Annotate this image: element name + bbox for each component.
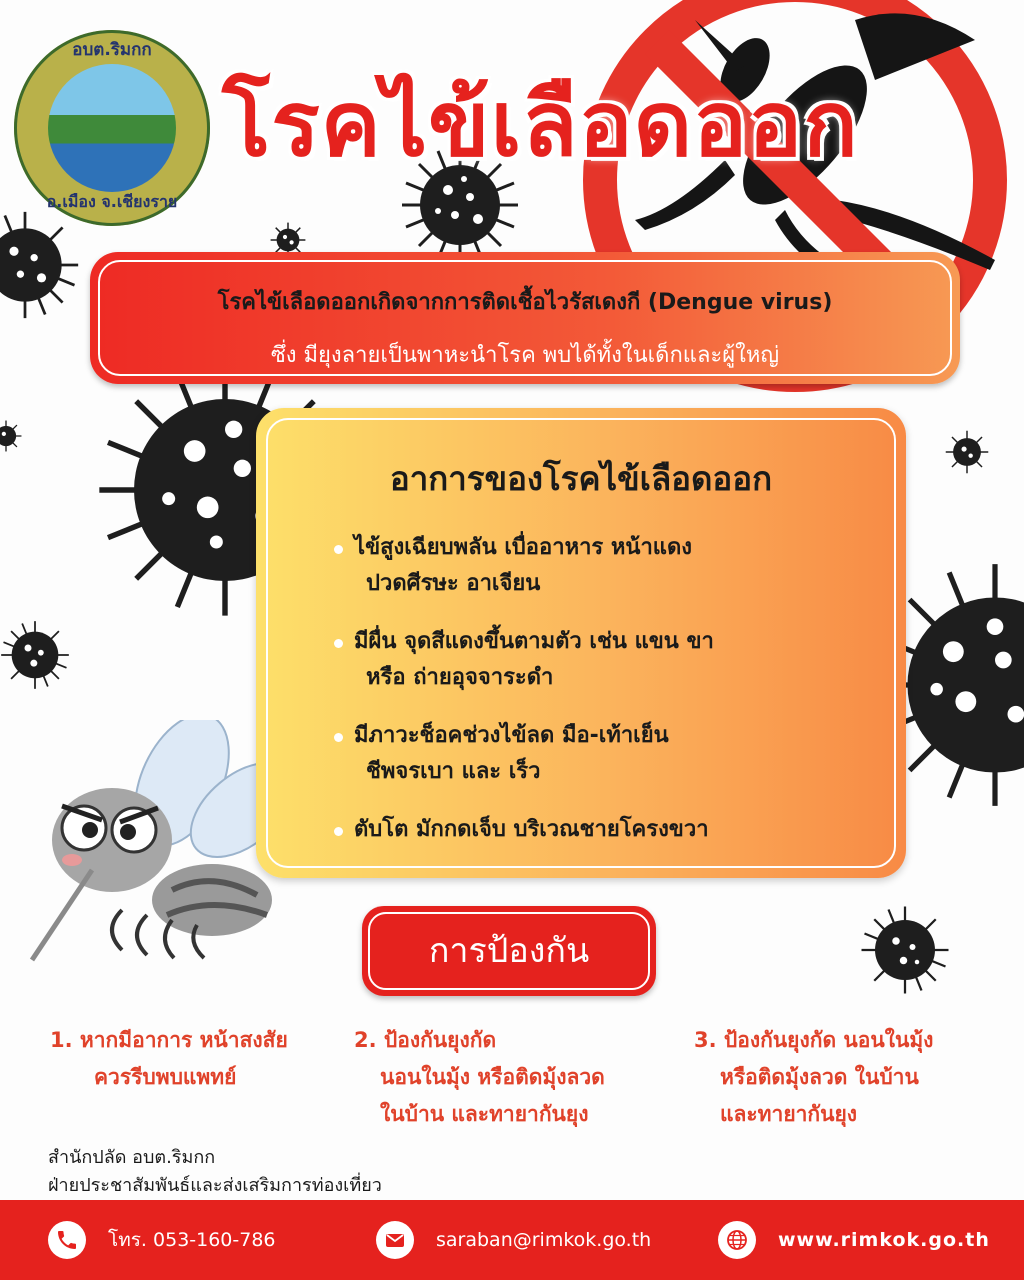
- email-contact[interactable]: [376, 1220, 651, 1260]
- virus-icon: [0, 620, 70, 690]
- prevention-item: [354, 1022, 674, 1133]
- prevention-text: หรือติดมุ้งลวด ในบ้าน: [720, 1065, 919, 1089]
- prevention-heading: [362, 906, 656, 996]
- virus-icon: [0, 210, 80, 320]
- email-icon: [376, 1221, 414, 1259]
- symptom-text: มีภาวะช็อคช่วงไข้ลด มือ-เท้าเย็น: [354, 723, 669, 748]
- symptoms-box: [256, 408, 906, 878]
- website-link[interactable]: [718, 1220, 990, 1260]
- intro-line-1: โรคไข้เลือดออกเกิดจากการติดเชื้อไวรัสเดงกี (Dengue virus): [217, 290, 833, 315]
- symptom-item: [334, 718, 894, 790]
- prevention-text: ในบ้าน และทายากันยุง: [380, 1102, 589, 1126]
- prevention-text: 1. หากมีอาการ หน้าสงสัย: [50, 1028, 288, 1052]
- symptom-text: หรือ ถ่ายอุจจาระดำ: [366, 665, 554, 690]
- phone-contact[interactable]: [48, 1220, 276, 1260]
- prevention-item: [694, 1022, 1014, 1133]
- prevention-text: ควรรีบพบแพทย์: [94, 1065, 237, 1089]
- symptom-text: ชีพจรเบา และ เร็ว: [366, 759, 541, 784]
- logo-emblem: [48, 64, 176, 192]
- symptom-text: ปวดศีรษะ อาเจียน: [366, 571, 541, 596]
- intro-box: [90, 252, 960, 384]
- symptom-item: [334, 530, 894, 602]
- prevention-text: 2. ป้องกันยุงกัด: [354, 1028, 497, 1052]
- symptom-text: ไข้สูงเฉียบพลัน เบื่ออาหาร หน้าแดง: [354, 535, 693, 560]
- symptoms-title: อาการของโรคไข้เลือดออก: [389, 459, 773, 498]
- prevention-text: 3. ป้องกันยุงกัด นอนในมุ้ง: [694, 1028, 934, 1052]
- phone-number: โทร. 053-160-786: [108, 1229, 276, 1251]
- prevention-text: นอนในมุ้ง หรือติดมุ้งลวด: [380, 1065, 605, 1089]
- intro-line-2: ซึ่ง มียุงลายเป็นพาหะนำโรค พบได้ทั้งในเด็กและผู้ใหญ่: [270, 343, 780, 368]
- symptom-item: [334, 624, 894, 696]
- organization: [48, 1144, 382, 1200]
- footer: [0, 1200, 1024, 1280]
- prevention-text: และทายากันยุง: [720, 1102, 858, 1126]
- website-url: www.rimkok.go.th: [778, 1229, 990, 1251]
- virus-icon: [945, 430, 989, 474]
- symptom-text: มีผื่น จุดสีแดงขึ้นตามตัว เช่น แขน ขา: [354, 629, 714, 654]
- page-title: โรคไข้เลือดออก: [222, 72, 859, 177]
- organization-department: ฝ่ายประชาสัมพันธ์และส่งเสริมการท่องเที่ยว: [48, 1175, 382, 1196]
- symptom-item: [334, 812, 894, 848]
- phone-icon: [48, 1221, 86, 1259]
- prevention-item: [50, 1022, 340, 1096]
- globe-icon: [718, 1221, 756, 1259]
- logo-bottom-text: อ.เมือง จ.เชียงราย: [46, 192, 178, 211]
- symptom-text: ตับโต มักกดเจ็บ บริเวณชายโครงขวา: [354, 817, 709, 842]
- prevention-title: การป้องกัน: [368, 912, 650, 990]
- virus-icon: [860, 905, 950, 995]
- virus-icon: [0, 420, 22, 452]
- logo-top-text: อบต.ริมกก: [72, 40, 152, 60]
- email-address: saraban@rimkok.go.th: [436, 1229, 652, 1251]
- organization-name: สำนักปลัด อบต.ริมกก: [48, 1147, 216, 1168]
- logo: [14, 30, 210, 226]
- symptoms-list: [334, 530, 894, 870]
